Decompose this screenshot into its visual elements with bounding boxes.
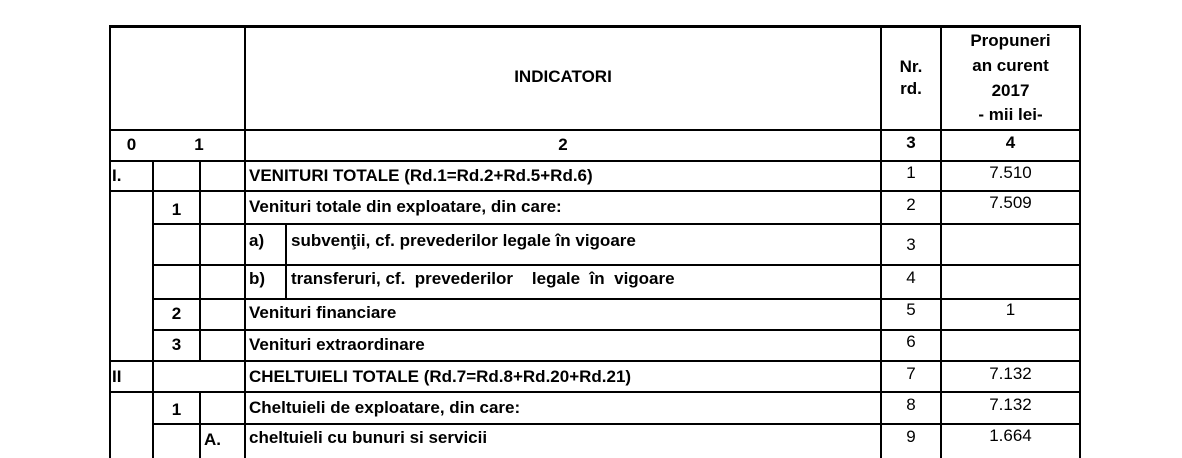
header-propuneri-line2: an curent — [972, 56, 1049, 75]
row-label: cheltuieli cu bunuri si servicii — [249, 428, 488, 447]
row-sub-number: 1 — [171, 400, 182, 419]
row-label: Venituri extraordinare — [249, 335, 425, 354]
header-nr-rd-line2: rd. — [900, 79, 922, 98]
header-propuneri-line4: - mii lei- — [978, 105, 1043, 124]
row-sub-number: 3 — [171, 335, 182, 354]
col-line — [199, 160, 201, 360]
col-number-2: 2 — [558, 135, 568, 154]
row-sub-number: 1 — [171, 200, 182, 219]
col-number-3: 3 — [906, 133, 916, 152]
row-label: Cheltuieli de exploatare, din care: — [249, 398, 521, 417]
row-number: I. — [112, 166, 122, 185]
row-label: subvenţii, cf. prevederilor legale în vigoare — [291, 231, 636, 250]
border-right — [1079, 25, 1081, 458]
row-letter: A. — [204, 430, 221, 449]
row-line — [109, 160, 1081, 162]
row-value: 7.509 — [989, 193, 1032, 212]
row-label: Venituri totale din exploatare, din care: — [249, 197, 562, 216]
header-indicatori: INDICATORI — [514, 67, 612, 86]
row-rd: 7 — [906, 364, 916, 383]
col-number-4: 4 — [1005, 133, 1016, 152]
row-sub-number: 2 — [171, 304, 182, 323]
row-value: 1.664 — [989, 426, 1032, 445]
header-nr-rd-line1: Nr. — [899, 57, 923, 76]
row-line — [109, 190, 1081, 192]
row-value: 1 — [1005, 300, 1016, 319]
row-rd: 5 — [906, 300, 916, 319]
row-label: Venituri financiare — [249, 303, 397, 322]
row-label: transferuri, cf. prevederilor legale în vigoare — [291, 269, 675, 288]
row-number: II — [112, 367, 122, 386]
col-line — [199, 391, 201, 458]
row-rd: 8 — [906, 395, 916, 414]
header-propuneri-line1: Propuneri — [970, 31, 1051, 50]
row-label: VENITURI TOTALE (Rd.1=Rd.2+Rd.5+Rd.6) — [249, 166, 593, 185]
col-line — [244, 25, 246, 458]
row-rd: 2 — [906, 195, 916, 214]
col-number-1: 1 — [194, 135, 204, 154]
row-value: 7.132 — [989, 364, 1032, 383]
border-left — [109, 25, 111, 458]
border-top — [109, 25, 1081, 28]
row-rd: 3 — [906, 235, 916, 254]
row-line — [109, 360, 1081, 362]
row-label: CHELTUIELI TOTALE (Rd.7=Rd.8+Rd.20+Rd.21) — [249, 367, 632, 386]
row-rd: 9 — [906, 427, 916, 446]
row-letter: b) — [249, 269, 266, 288]
row-line — [109, 129, 1081, 131]
col-line — [285, 223, 287, 298]
row-value: 7.132 — [989, 395, 1032, 414]
row-letter: a) — [249, 231, 265, 250]
row-rd: 4 — [906, 268, 916, 287]
header-propuneri-line3: 2017 — [991, 81, 1030, 100]
row-rd: 1 — [906, 163, 916, 182]
row-line — [109, 391, 1081, 393]
row-rd: 6 — [906, 332, 916, 351]
col-number-0: 0 — [126, 135, 137, 154]
row-value: 7.510 — [989, 163, 1032, 182]
